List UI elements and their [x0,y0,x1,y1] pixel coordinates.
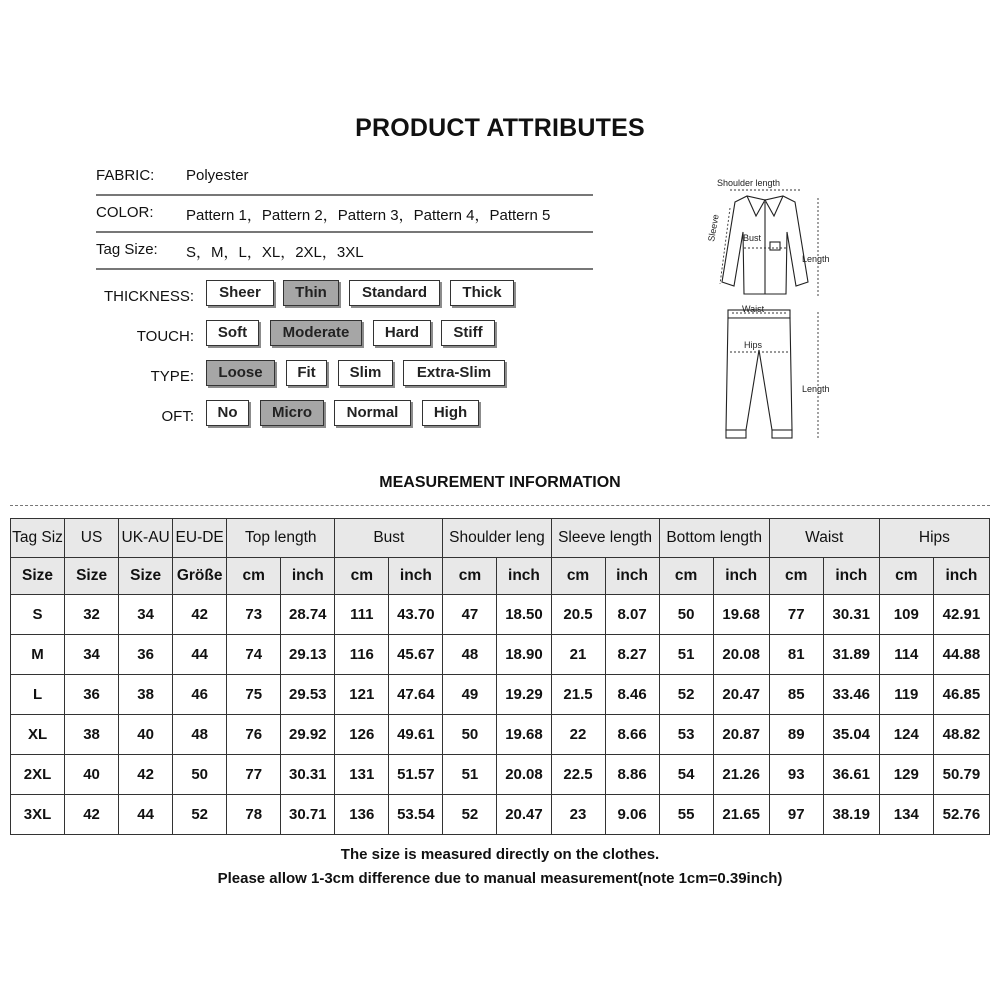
color-label: COLOR: [96,204,154,221]
thickness-label: THICKNESS: [103,288,194,305]
table-cell: 50.79 [933,755,989,795]
table-cell: 8.86 [605,755,659,795]
column-header: Bottom length [659,519,769,558]
table-cell: 89 [769,715,823,755]
column-header: Sleeve length [551,519,659,558]
pants-icon [726,310,792,438]
thickness-option[interactable]: Thick [450,280,514,306]
bottom-length-label: Length [802,384,830,394]
table-cell: 52 [659,675,713,715]
table-cell: 116 [335,635,389,675]
thickness-option[interactable]: Standard [349,280,440,306]
table-cell: S [11,595,65,635]
table-cell: 97 [769,795,823,835]
table-cell: 38 [119,675,173,715]
table-cell: 51.57 [389,755,443,795]
unit-header: inch [605,558,659,595]
table-cell: 36 [119,635,173,675]
table-cell: 20.87 [713,715,769,755]
table-cell: 44.88 [933,635,989,675]
table-cell: 75 [227,675,281,715]
divider [96,194,593,196]
page-title: PRODUCT ATTRIBUTES [355,114,645,142]
table-cell: 21.26 [713,755,769,795]
table-cell: 29.92 [281,715,335,755]
unit-header: inch [933,558,989,595]
table-row [11,795,990,835]
table-cell: 74 [227,635,281,675]
column-header: US [65,519,119,558]
table-cell: 136 [335,795,389,835]
table-row [11,755,990,795]
type-option[interactable]: Loose [206,360,275,386]
oft-option[interactable]: Micro [260,400,324,426]
table-cell: 93 [769,755,823,795]
table-cell: 42 [119,755,173,795]
table-cell: 45.67 [389,635,443,675]
table-cell: 46.85 [933,675,989,715]
measurement-table [10,518,990,835]
touch-option[interactable]: Moderate [270,320,362,346]
table-cell: 18.50 [497,595,551,635]
divider [96,231,593,233]
table-cell: 36.61 [823,755,879,795]
table-cell: 20.08 [713,635,769,675]
pajama-set-illustration [690,172,840,452]
table-cell: 52.76 [933,795,989,835]
table-cell: 23 [551,795,605,835]
table-cell: 85 [769,675,823,715]
fabric-label: FABRIC: [96,167,155,184]
table-cell: 129 [879,755,933,795]
table-cell: 40 [65,755,119,795]
table-cell: 126 [335,715,389,755]
column-header: Top length [227,519,335,558]
table-cell: 20.5 [551,595,605,635]
table-cell: 38 [65,715,119,755]
table-cell: 22 [551,715,605,755]
unit-header: cm [551,558,605,595]
shirt-icon [722,196,808,294]
table-cell: 8.46 [605,675,659,715]
touch-option[interactable]: Stiff [441,320,495,346]
fabric-value: Polyester [186,167,249,184]
table-cell: 47.64 [389,675,443,715]
table-cell: 51 [659,635,713,675]
touch-option[interactable]: Hard [373,320,431,346]
table-cell: 124 [879,715,933,755]
thickness-option[interactable]: Sheer [206,280,274,306]
unit-header: cm [443,558,497,595]
table-row [11,715,990,755]
type-label: TYPE: [150,368,194,385]
table-cell: 2XL [11,755,65,795]
table-cell: 42 [65,795,119,835]
type-option[interactable]: Fit [286,360,327,386]
unit-header: cm [769,558,823,595]
table-cell: 34 [119,595,173,635]
table-cell: 29.13 [281,635,335,675]
table-cell: 48.82 [933,715,989,755]
table-cell: 29.53 [281,675,335,715]
table-cell: 28.74 [281,595,335,635]
table-cell: M [11,635,65,675]
table-cell: 44 [173,635,227,675]
type-option[interactable]: Slim [338,360,393,386]
oft-option[interactable]: Normal [334,400,411,426]
table-row [11,675,990,715]
table-cell: 50 [173,755,227,795]
table-cell: 42.91 [933,595,989,635]
touch-label: TOUCH: [136,328,194,345]
table-cell: 52 [443,795,497,835]
table-cell: 34 [65,635,119,675]
touch-option[interactable]: Soft [206,320,259,346]
table-cell: 114 [879,635,933,675]
bust-label: Bust [743,233,762,243]
table-cell: 38.19 [823,795,879,835]
table-cell: 20.08 [497,755,551,795]
table-cell: 76 [227,715,281,755]
sleeve-label: Sleeve [706,213,721,243]
table-cell: 8.27 [605,635,659,675]
divider [96,268,593,270]
note-measured: The size is measured directly on the clothes. [340,846,660,863]
table-cell: 43.70 [389,595,443,635]
unit-header: inch [281,558,335,595]
table-cell: 77 [227,755,281,795]
unit-header: inch [497,558,551,595]
measurement-table-body [11,595,990,835]
table-cell: 52 [173,795,227,835]
oft-option[interactable]: High [422,400,479,426]
table-cell: 35.04 [823,715,879,755]
unit-header: cm [879,558,933,595]
table-cell: 53.54 [389,795,443,835]
table-cell: 53 [659,715,713,755]
table-cell: 47 [443,595,497,635]
table-cell: 19.29 [497,675,551,715]
column-header: Shoulder leng [443,519,551,558]
table-cell: 121 [335,675,389,715]
dashed-divider [10,505,990,506]
table-cell: 30.31 [823,595,879,635]
oft-label: OFT: [161,408,194,425]
table-cell: 50 [443,715,497,755]
table-cell: 131 [335,755,389,795]
table-subheader-row [11,558,990,595]
table-cell: 111 [335,595,389,635]
table-cell: 21.65 [713,795,769,835]
table-cell: 36 [65,675,119,715]
table-cell: 19.68 [497,715,551,755]
table-cell: 30.31 [281,755,335,795]
thickness-option[interactable]: Thin [283,280,339,306]
unit-header: inch [389,558,443,595]
table-cell: 55 [659,795,713,835]
unit-header: Size [65,558,119,595]
table-cell: 20.47 [497,795,551,835]
table-cell: 30.71 [281,795,335,835]
unit-header: inch [713,558,769,595]
table-cell: 46 [173,675,227,715]
table-cell: 40 [119,715,173,755]
garment-diagram [690,172,840,452]
table-cell: 73 [227,595,281,635]
table-cell: 21.5 [551,675,605,715]
column-header: Hips [879,519,989,558]
tag-size-label: Tag Size: [96,241,158,258]
color-value: Pattern 1，Pattern 2，Pattern 3，Pattern 4，Pattern 5 [186,207,551,224]
unit-header: Size [11,558,65,595]
table-cell: 81 [769,635,823,675]
column-header: EU-DE [173,519,227,558]
table-cell: L [11,675,65,715]
table-cell: 44 [119,795,173,835]
column-header: UK-AU [119,519,173,558]
column-header: Bust [335,519,443,558]
table-cell: 109 [879,595,933,635]
table-cell: 19.68 [713,595,769,635]
table-cell: 119 [879,675,933,715]
table-cell: 78 [227,795,281,835]
measurement-title: MEASUREMENT INFORMATION [379,474,621,491]
tag-size-value: S，M，L，XL，2XL，3XL [186,244,364,261]
table-cell: 49.61 [389,715,443,755]
table-cell: XL [11,715,65,755]
table-cell: 50 [659,595,713,635]
table-cell: 54 [659,755,713,795]
table-cell: 20.47 [713,675,769,715]
oft-option[interactable]: No [206,400,249,426]
table-cell: 48 [173,715,227,755]
top-length-label: Length [802,254,830,264]
table-cell: 3XL [11,795,65,835]
column-header: Waist [769,519,879,558]
unit-header: cm [227,558,281,595]
table-cell: 134 [879,795,933,835]
unit-header: inch [823,558,879,595]
table-cell: 77 [769,595,823,635]
table-cell: 51 [443,755,497,795]
note-difference: Please allow 1-3cm difference due to manual measurement(note 1cm=0.39inch) [217,870,783,887]
table-cell: 32 [65,595,119,635]
hips-label: Hips [744,340,763,350]
table-cell: 31.89 [823,635,879,675]
unit-header: Size [119,558,173,595]
table-cell: 48 [443,635,497,675]
table-header-row [11,519,990,558]
table-cell: 8.66 [605,715,659,755]
shoulder-length-label: Shoulder length [717,178,781,188]
unit-header: Größe [173,558,227,595]
table-cell: 8.07 [605,595,659,635]
table-cell: 22.5 [551,755,605,795]
table-cell: 18.90 [497,635,551,675]
table-cell: 49 [443,675,497,715]
waist-label: Waist [742,304,765,314]
type-option[interactable]: Extra-Slim [403,360,505,386]
table-cell: 21 [551,635,605,675]
table-row [11,635,990,675]
table-cell: 33.46 [823,675,879,715]
table-cell: 42 [173,595,227,635]
table-cell: 9.06 [605,795,659,835]
table-row [11,595,990,635]
unit-header: cm [659,558,713,595]
column-header: Tag Siz [11,519,65,558]
unit-header: cm [335,558,389,595]
